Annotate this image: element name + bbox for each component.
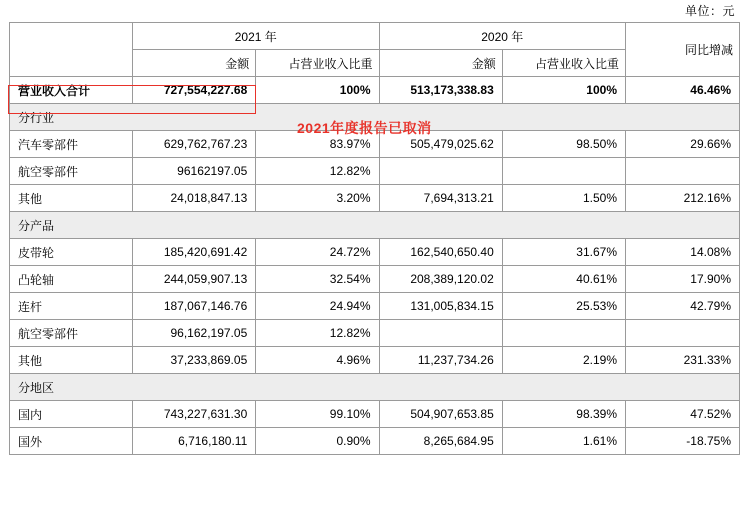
- table-row: [10, 428, 740, 455]
- revenue-breakdown-table-wrapper: [9, 22, 740, 455]
- amount-2021: 37,233,869.05: [133, 347, 256, 374]
- ratio-2021: 4.96%: [256, 347, 379, 374]
- yoy: 29.66%: [626, 131, 740, 158]
- ratio-2021: 83.97%: [256, 131, 379, 158]
- row-label: 航空零部件: [10, 320, 133, 347]
- amount-2021: 187,067,146.76: [133, 293, 256, 320]
- amount-2021: 244,059,907.13: [133, 266, 256, 293]
- table-header: [10, 23, 740, 77]
- header-year-2021: 2021 年: [133, 23, 380, 50]
- amount-2020: 131,005,834.15: [379, 293, 502, 320]
- amount-2021: 6,716,180.11: [133, 428, 256, 455]
- ratio-2021: 99.10%: [256, 401, 379, 428]
- ratio-2021: 32.54%: [256, 266, 379, 293]
- row-label: 营业收入合计: [10, 77, 133, 104]
- amount-2021: 96162197.05: [133, 158, 256, 185]
- yoy: 47.52%: [626, 401, 740, 428]
- yoy: 14.08%: [626, 239, 740, 266]
- ratio-2021: 12.82%: [256, 158, 379, 185]
- row-label: 国外: [10, 428, 133, 455]
- amount-2021: 24,018,847.13: [133, 185, 256, 212]
- ratio-2021: 100%: [256, 77, 379, 104]
- ratio-2020: 31.67%: [502, 239, 625, 266]
- table-row: [10, 374, 740, 401]
- table-row: [10, 212, 740, 239]
- amount-2021: 743,227,631.30: [133, 401, 256, 428]
- row-label: 连杆: [10, 293, 133, 320]
- table-row: [10, 77, 740, 104]
- ratio-2020: 1.61%: [502, 428, 625, 455]
- yoy: 42.79%: [626, 293, 740, 320]
- amount-2021: 629,762,767.23: [133, 131, 256, 158]
- section-label: 分地区: [10, 374, 740, 401]
- amount-2020: 513,173,338.83: [379, 77, 502, 104]
- ratio-2021: 12.82%: [256, 320, 379, 347]
- header-year-2020: 2020 年: [379, 23, 626, 50]
- amount-2020: 505,479,025.62: [379, 131, 502, 158]
- header-ratio-2020: 占营业收入比重: [502, 50, 625, 77]
- yoy: [626, 320, 740, 347]
- header-corner-cell: [10, 23, 133, 77]
- annotation-text: 2021年度报告已取消: [297, 120, 432, 136]
- table-row: [10, 320, 740, 347]
- row-label: 其他: [10, 185, 133, 212]
- yoy: 17.90%: [626, 266, 740, 293]
- table-row: [10, 401, 740, 428]
- amount-2021: 185,420,691.42: [133, 239, 256, 266]
- ratio-2020: 2.19%: [502, 347, 625, 374]
- row-label: 国内: [10, 401, 133, 428]
- table-row: [10, 293, 740, 320]
- ratio-2021: 24.72%: [256, 239, 379, 266]
- yoy: [626, 158, 740, 185]
- table-header-row-1: [10, 23, 740, 50]
- amount-2021: 96,162,197.05: [133, 320, 256, 347]
- row-label: 汽车零部件: [10, 131, 133, 158]
- table-row: [10, 266, 740, 293]
- amount-2020: 504,907,653.85: [379, 401, 502, 428]
- yoy: 46.46%: [626, 77, 740, 104]
- table-row: [10, 158, 740, 185]
- ratio-2020: [502, 320, 625, 347]
- ratio-2020: [502, 158, 625, 185]
- amount-2020: 11,237,734.26: [379, 347, 502, 374]
- ratio-2020: 25.53%: [502, 293, 625, 320]
- row-label: 凸轮轴: [10, 266, 133, 293]
- yoy: 231.33%: [626, 347, 740, 374]
- ratio-2020: 40.61%: [502, 266, 625, 293]
- section-label: 分行业: [10, 104, 740, 131]
- header-yoy: 同比增减: [626, 23, 740, 77]
- header-amount-2021: 金额: [133, 50, 256, 77]
- amount-2021: 727,554,227.68: [133, 77, 256, 104]
- section-label: 分产品: [10, 212, 740, 239]
- row-label: 航空零部件: [10, 158, 133, 185]
- amount-2020: 162,540,650.40: [379, 239, 502, 266]
- ratio-2020: 98.50%: [502, 131, 625, 158]
- ratio-2021: 24.94%: [256, 293, 379, 320]
- ratio-2020: 98.39%: [502, 401, 625, 428]
- table-row: [10, 185, 740, 212]
- amount-2020: 8,265,684.95: [379, 428, 502, 455]
- row-label: 皮带轮: [10, 239, 133, 266]
- table-row: [10, 239, 740, 266]
- yoy: 212.16%: [626, 185, 740, 212]
- amount-2020: [379, 158, 502, 185]
- ratio-2021: 3.20%: [256, 185, 379, 212]
- amount-2020: [379, 320, 502, 347]
- unit-label: 单位：元: [684, 4, 735, 18]
- yoy: -18.75%: [626, 428, 740, 455]
- ratio-2020: 100%: [502, 77, 625, 104]
- ratio-2021: 0.90%: [256, 428, 379, 455]
- header-amount-2020: 金额: [379, 50, 502, 77]
- row-label: 其他: [10, 347, 133, 374]
- table-row: [10, 347, 740, 374]
- ratio-2020: 1.50%: [502, 185, 625, 212]
- header-ratio-2021: 占营业收入比重: [256, 50, 379, 77]
- amount-2020: 7,694,313.21: [379, 185, 502, 212]
- revenue-breakdown-table: [9, 22, 740, 455]
- amount-2020: 208,389,120.02: [379, 266, 502, 293]
